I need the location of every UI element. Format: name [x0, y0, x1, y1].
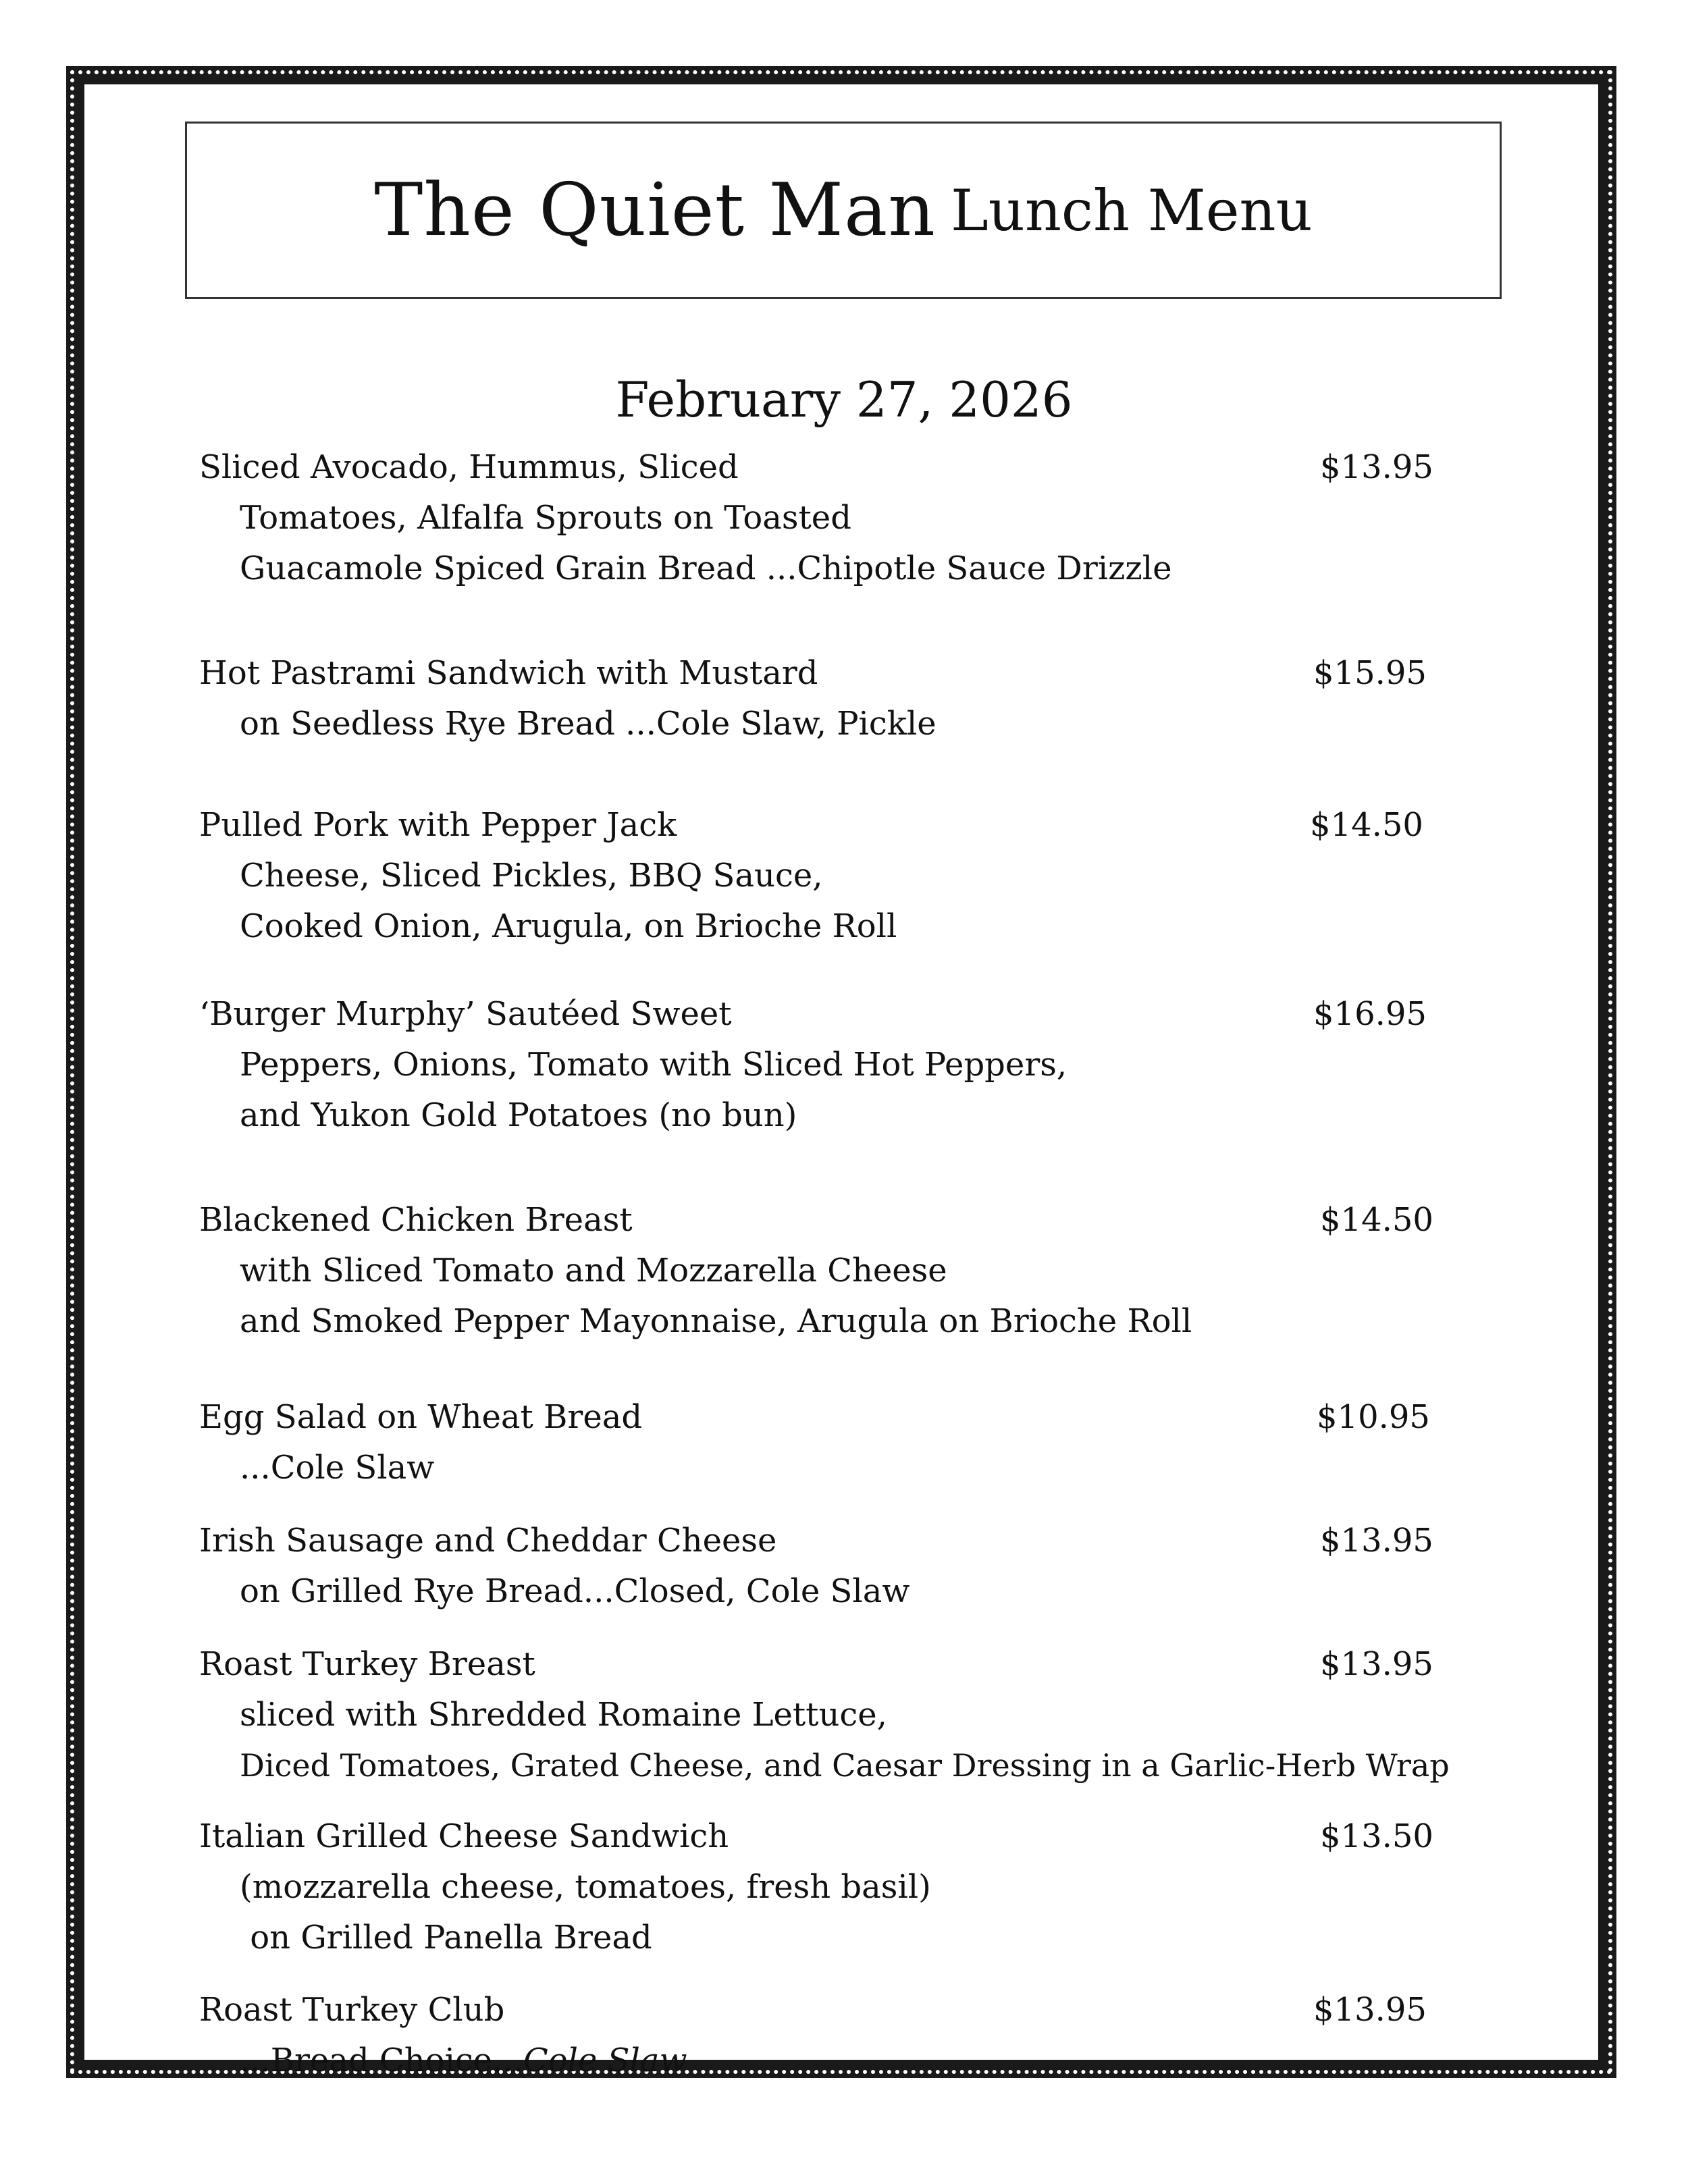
menu-item [199, 442, 1433, 594]
title-box [185, 122, 1502, 299]
item-description: Tomatoes, Alfalfa Sprouts on Toasted [240, 499, 851, 537]
item-description: with Sliced Tomato and Mozzarella Cheese [240, 1252, 947, 1289]
item-description: (mozzarella cheese, tomatoes, fresh basil) [240, 1868, 931, 1906]
item-price: $13.95 [1320, 448, 1433, 486]
item-price: $13.95 [1313, 1991, 1427, 2029]
item-price: $15.95 [1313, 654, 1427, 692]
item-name: Egg Salad on Wheat Bread [199, 1398, 643, 1436]
item-description: Diced Tomatoes, Grated Cheese, and Caesar Dressing in a Garlic-Herb Wrap [240, 1747, 1450, 1784]
item-name: ‘Burger Murphy’ Sautéed Sweet [199, 995, 732, 1033]
item-description: Guacamole Spiced Grain Bread ...Chipotle Sauce Drizzle [240, 550, 1172, 587]
restaurant-name: The Quiet Man [374, 168, 936, 252]
item-description: and Smoked Pepper Mayonnaise, Arugula on Brioche Roll [240, 1302, 1192, 1340]
menu-item [199, 1516, 1433, 1617]
menu-item [199, 648, 1427, 749]
item-price: $13.50 [1320, 1817, 1433, 1855]
item-description: Cheese, Sliced Pickles, BBQ Sauce, [240, 857, 823, 895]
item-name: Irish Sausage and Cheddar Cheese [199, 1522, 777, 1560]
item-description: Peppers, Onions, Tomato with Sliced Hot Peppers, [240, 1046, 1067, 1084]
menu-item [199, 1392, 1430, 1493]
menu-item [199, 1195, 1433, 1347]
item-price: $10.95 [1317, 1398, 1430, 1436]
item-description-italic: Cole Slaw [523, 2042, 687, 2079]
menu-subtitle: Lunch Menu [950, 177, 1313, 244]
item-price: $14.50 [1310, 806, 1423, 844]
menu-item [199, 1639, 1450, 1791]
menu-item [199, 1985, 1427, 2086]
menu-date: February 27, 2026 [615, 371, 1073, 428]
menu-item [199, 1811, 1433, 1963]
item-description: on Seedless Rye Bread ...Cole Slaw, Pickle [240, 705, 937, 743]
item-description: Cooked Onion, Arugula, on Brioche Roll [240, 907, 897, 945]
item-name: Roast Turkey Club [199, 1991, 505, 2029]
item-description: ...Cole Slaw [240, 1449, 435, 1487]
item-name: Blackened Chicken Breast [199, 1201, 633, 1239]
menu-item [199, 989, 1427, 1141]
menu-item [199, 800, 1423, 952]
item-name: Sliced Avocado, Hummus, Sliced [199, 448, 739, 486]
item-description: sliced with Shredded Romaine Lettuce, [240, 1696, 887, 1734]
item-name: Italian Grilled Cheese Sandwich [199, 1817, 729, 1855]
item-description: and Yukon Gold Potatoes (no bun) [240, 1096, 797, 1134]
item-price: $13.95 [1320, 1522, 1433, 1560]
item-price: $16.95 [1313, 995, 1427, 1033]
item-name: Roast Turkey Breast [199, 1645, 535, 1683]
item-price: $13.95 [1320, 1645, 1433, 1683]
item-name: Hot Pastrami Sandwich with Mustard [199, 654, 818, 692]
item-description [199, 2035, 1415, 2086]
item-description: on Grilled Panella Bread [240, 1919, 652, 1956]
item-description: on Grilled Rye Bread...Closed, Cole Slaw [240, 1572, 910, 1610]
item-description-text: ...Bread Choice... [240, 2042, 523, 2079]
item-name: Pulled Pork with Pepper Jack [199, 806, 677, 844]
item-price: $14.50 [1320, 1201, 1433, 1239]
